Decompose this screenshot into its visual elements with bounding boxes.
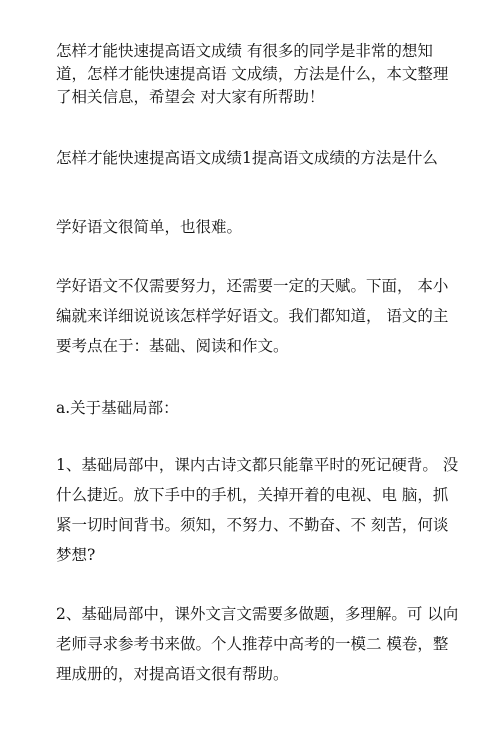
- text-line: 怎样才能快速提高语文成绩 有很多的同学是非常的想知: [56, 42, 433, 60]
- text-line: 老师寻求参考书来做。个人推荐中高考的一模二 模卷，整: [56, 635, 449, 653]
- text-line: 学好语文很简单，也很难。: [56, 218, 243, 236]
- text-line: 道，怎样才能快速提高语 文成绩，方法是什么，本文整理: [56, 65, 449, 83]
- text-line: 梦想?: [56, 546, 96, 564]
- list-item-2: [56, 599, 458, 689]
- subsection-heading: [56, 397, 179, 420]
- text-line: 怎样才能快速提高语文成绩1提高语文成绩的方法是什么: [56, 149, 438, 167]
- text-line: 什么捷近。放下手中的手机，关掉开着的电视、电 脑，抓: [56, 486, 449, 504]
- text-line: 要考点在于：基础、阅读和作文。: [56, 337, 289, 355]
- text-line: a.关于基础局部：: [56, 399, 179, 417]
- text-line: 编就来详细说说该怎样学好语文。我们都知道， 语文的主: [56, 307, 449, 325]
- text-line: 紧一切时间背书。须知，不努力、不勤奋、不 刻苦，何谈: [56, 516, 449, 534]
- text-line: 2、基础局部中，课外文言文需要多做题，多理解。可 以向: [56, 605, 459, 623]
- summary-paragraph: [56, 216, 242, 239]
- section-heading: [56, 147, 438, 170]
- intro-paragraph: [56, 40, 448, 109]
- text-line: 理成册的，对提高语文很有帮助。: [56, 665, 289, 683]
- body-paragraph: [56, 271, 448, 361]
- text-line: 学好语文不仅需要努力，还需要一定的天赋。下面， 本小: [56, 277, 449, 295]
- text-line: 1、基础局部中，课内古诗文都只能靠平时的死记硬背。 没: [56, 456, 459, 474]
- list-item-1: [56, 450, 458, 570]
- text-line: 了相关信息，希望会 对大家有所帮助！: [56, 88, 325, 106]
